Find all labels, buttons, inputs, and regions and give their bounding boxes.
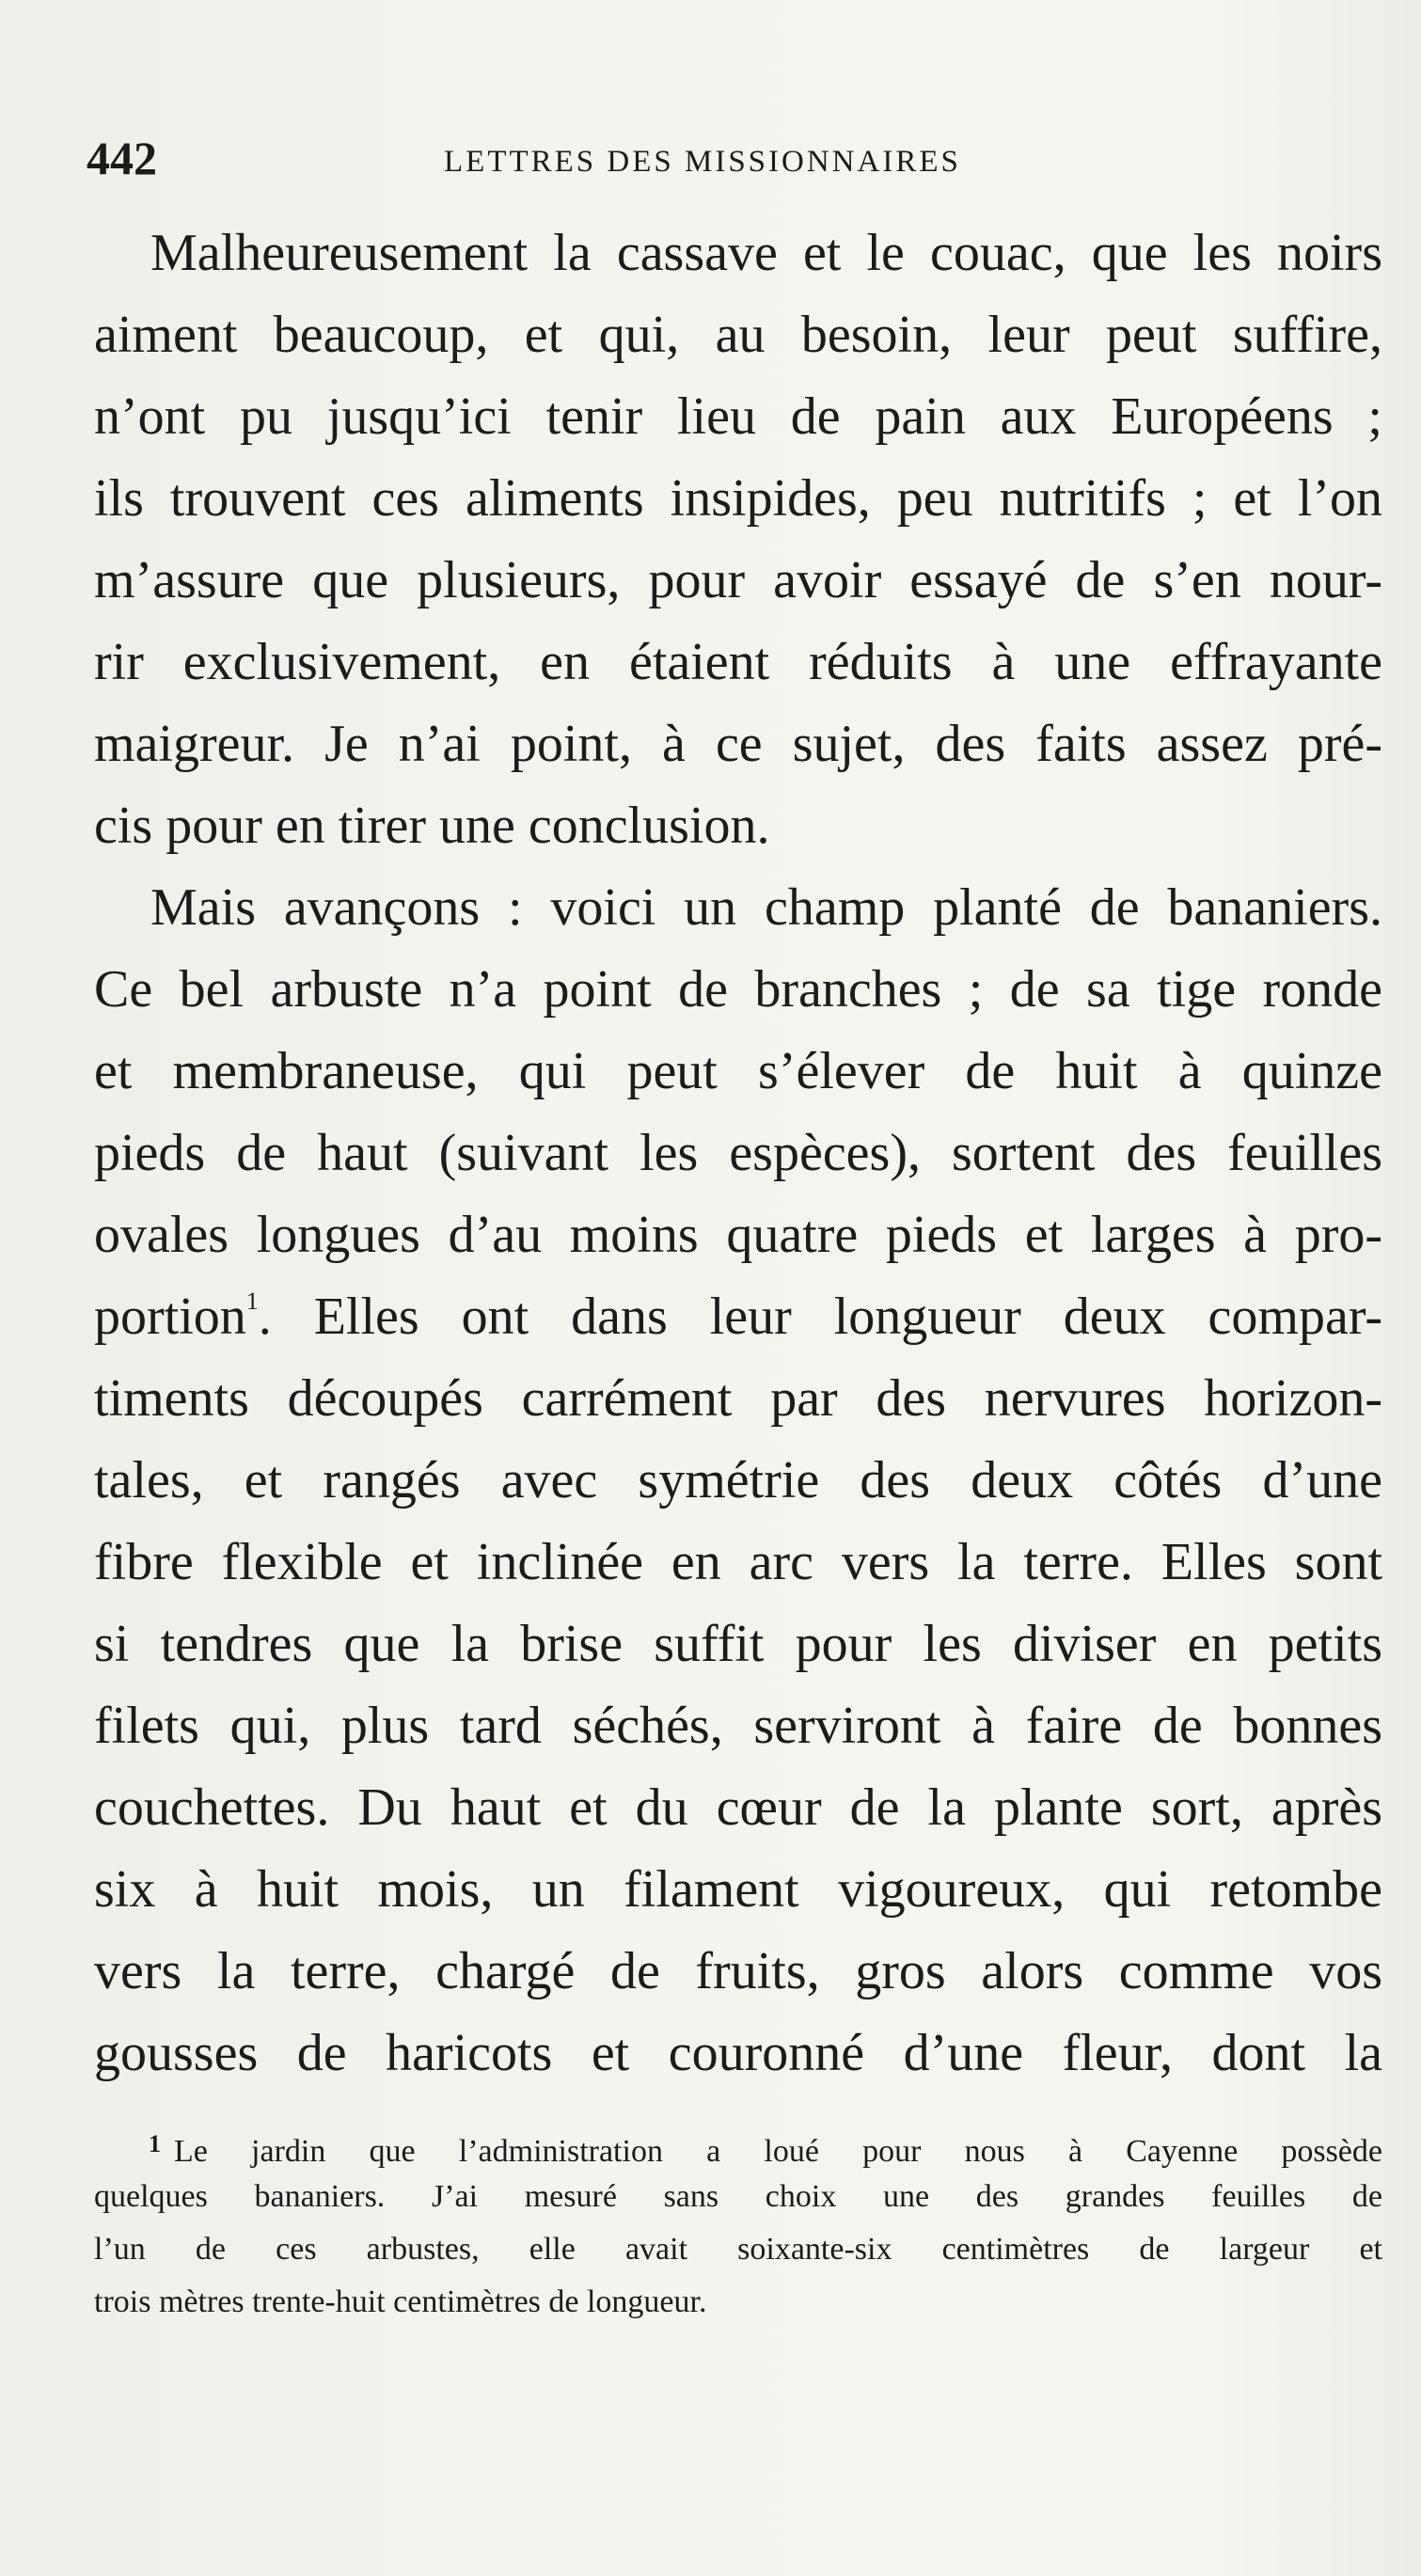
text-line: Mais avançons : voici un champ planté de bananiers. [150,878,1382,937]
text-segment: . Elles ont dans leur longueur deux compar- [258,1288,1382,1346]
text-line: filets qui, plus tard séchés, serviront à faire de bonnes [94,1697,1382,1755]
text-line: fibre flexible et inclinée en arc vers la terre. Elles sont [94,1533,1382,1591]
running-title: LETTRES DES MISSIONNAIRES [444,145,961,179]
footnote-line: quelques bananiers. J’ai mesuré sans choix une des grandes feuilles de [94,2179,1382,2214]
footnote-marker: 1 [149,2130,161,2157]
footnote-line: l’un de ces arbustes, elle avait soixante-six centimètres de largeur et [94,2232,1382,2267]
text-line: n’ont pu jusqu’ici tenir lieu de pain aux Européens ; [94,387,1382,446]
page-header [87,130,1403,186]
text-line: si tendres que la brise suffit pour les diviser en petits [94,1615,1382,1673]
text-segment: portion [94,1288,246,1346]
page-number: 442 [87,132,157,184]
text-line: maigreur. Je n’ai point, à ce sujet, des faits assez pré- [94,715,1382,773]
body-text [94,213,1382,2094]
text-line: timents découpés carrément par des nervures horizon- [94,1369,1382,1428]
text-line: ils trouvent ces aliments insipides, peu nutritifs ; et l’on [94,469,1382,528]
footnote-line: trois mètres trente-huit centimètres de longueur. [94,2284,707,2319]
text-line: Ce bel arbuste n’a point de branches ; de sa tige ronde [94,960,1382,1019]
footnote-text: Le jardin que l’administration a loué pour nous à Cayenne possède [174,2134,1382,2169]
text-line: m’assure que plusieurs, pour avoir essayé de s’en nour- [94,551,1382,609]
text-line: tales, et rangés avec symétrie des deux côtés d’une [94,1451,1382,1509]
text-line: aiment beaucoup, et qui, au besoin, leur peut suffire, [94,306,1382,364]
footnote-reference: 1 [245,1288,259,1315]
text-line: Malheureusement la cassave et le couac, que les noirs [150,224,1382,282]
footnote [94,2118,1382,2329]
text-line: ovales longues d’au moins quatre pieds et larges à pro- [94,1206,1382,1264]
text-line [94,1276,1382,1358]
text-line: et membraneuse, qui peut s’élever de huit à quinze [94,1042,1382,1100]
text-line: rir exclusivement, en étaient réduits à une effrayante [94,633,1382,691]
text-line: vers la terre, chargé de fruits, gros alors comme vos [94,1942,1382,2000]
text-line: six à huit mois, un filament vigoureux, qui retombe [94,1860,1382,1919]
footnote-line [94,2118,1382,2171]
text-line: pieds de haut (suivant les espèces), sortent des feuilles [94,1124,1382,1182]
text-line: couchettes. Du haut et du cœur de la plante sort, après [94,1778,1382,1837]
text-line: cis pour en tirer une conclusion. [94,797,770,855]
text-line: gousses de haricots et couronné d’une fleur, dont la [94,2024,1382,2082]
